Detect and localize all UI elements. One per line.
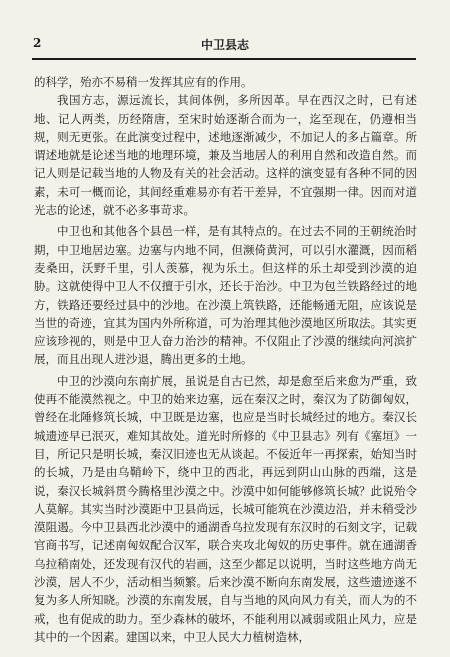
paragraph: 中卫也和其他各个县邑一样，是有其特点的。在过去不同的王朝统治时期，中卫地居边塞。边塞与内地不同，但濒倚黄河，可以引水灌溉，因而稻麦桑田，沃野千里，引人羡慕，视为乐土。但这样的乐土却受到沙漠的迫胁。这就使得中卫人不仅擅于引水，还长于治沙。中卫为包兰铁路经过的地方，铁路还要经过县中的沙地。在沙漠上筑铁路，还能畅通无阻，应该说是当世的奇迹，宜其为国内外所称道，可为治理其他沙漠地区所取法。其实更应该珍视的，则是中卫人奋力治沙的精神。不仅阻止了沙漠的继续向河滨扩展，而且出现人进沙退，腾出更多的土地。 [34, 224, 417, 367]
running-header-title: 中卫县志 [200, 38, 249, 52]
paragraph-continuation: 的科学，殆亦不易稍一发挥其应有的作用。 [34, 75, 253, 89]
body-text [34, 73, 417, 649]
header-divider [32, 58, 416, 60]
page-number: 2 [33, 36, 42, 50]
paragraph: 我国方志，源远流长，其间体例，多所因革。早在西汉之时，已有述地、记人两类，历经隋唐，至宋时始逐渐合而为一，迄至现在，仍遵相当规，则无更张。在此演变过程中，述地逐渐减少，不加记人的多占篇章。所谓述地就是论述当地的地理环境，兼及当地居人的利用自然和改造自然。而记人则是记载当地的人物及有关的社会活动。这样的演变显有各种不同的因素，未可一概而论，其间经重难易亦有若干差异，不宜强期一律。因而对道光志的论述，就不必多事苛求。 [34, 93, 417, 218]
paragraph: 中卫的沙漠向东南扩展，虽说是自古已然，却是愈至后来愈为严重，致使再不能漠然视之。中卫的始来边塞，远在秦汉之时，秦汉为了防御匈奴，曾经在北陲修筑长城，中卫既是边塞，也应是当时长城经过的地方。秦汉长城遗迹早已泯灭，难知其故处。道光时所修的《中卫县志》列有《塞垣》一目，所记只是明长城，秦汉旧迹也无从谈起。不佞近年一再探索，始知当时的长城，乃是由乌鞘岭下，绕中卫的西北，再远到阴山山脉的西端，这是说，秦汉长城斜贯今腾格里沙漠之中。沙漠中如何能够修筑长城？此说殆令人莫解。其实当时沙漠距中卫县尚远，长城可能筑在沙漠边沿，并未稍受沙漠阻遏。今中卫县西北沙漠中的通湖香乌拉发现有东汉时的石刻文字，记载官商书写，记述南匈奴配合汉军，联合夹攻北匈奴的历史事件。就在通湖香乌拉稍南处，还发现有汉代的岩画，这至少都足以说明，当时这些地方尚无沙漠，居人不少，活动相当频繁。后来沙漠不断向东南发展，这些遗迹遂不复为多人所知晓。沙漠的东南发展，自与当地的风向风力有关，而人为的不戒，也有促成的助力。至少森林的破坏，不能利用以减弱或阻止风力，应是其中的一个因素。建国以来，中卫人民大力植树造林， [34, 373, 417, 644]
